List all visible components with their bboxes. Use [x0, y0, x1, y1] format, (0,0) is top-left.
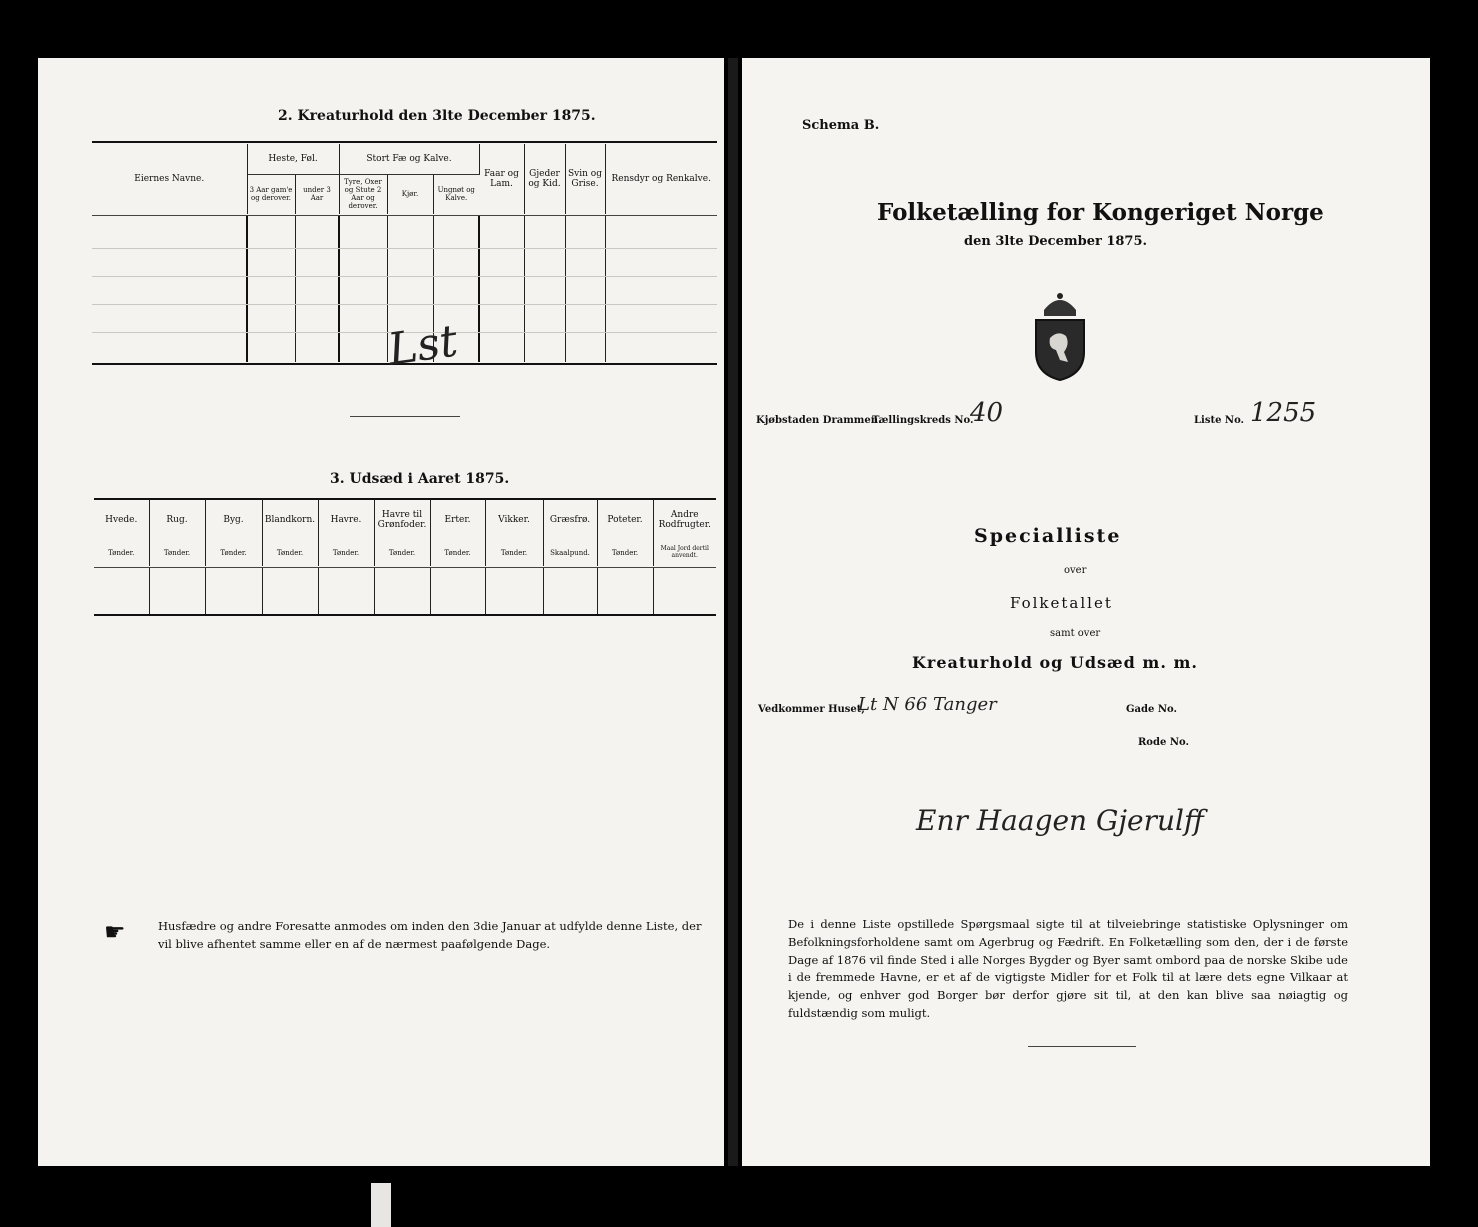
crop-other-roots: Andre Rodfrugter.: [658, 509, 711, 530]
specialliste-heading: Specialliste: [974, 525, 1122, 547]
crop-potatoes: Poteter.: [597, 500, 653, 540]
col-reindeer: Rensdyr og Renkalve.: [611, 173, 711, 184]
col-cows: Kjør.: [387, 174, 433, 214]
pointing-hand-icon: ☛: [104, 918, 126, 946]
crop-mixed-grain: Blandkorn.: [262, 500, 318, 540]
kjobstad-label: Kjøbstaden Drammen.: [756, 415, 882, 426]
col-horses: Heste, Føl.: [247, 144, 339, 174]
over-label: over: [1064, 565, 1087, 576]
section-2-title: 2. Kreaturhold den 3lte December 1875.: [278, 108, 596, 124]
gade-label: Gade No.: [1126, 704, 1177, 715]
crop-wheat: Hvede.: [94, 500, 149, 540]
unit-vetch: Tønder.: [485, 540, 543, 566]
unit-peas: Tønder.: [430, 540, 485, 566]
col-horses-old: 3 Aar gam'e og derover.: [247, 174, 295, 214]
crop-peas: Erter.: [430, 500, 485, 540]
unit-other-roots: Maal Jord dertil anvendt.: [660, 545, 709, 559]
crops-table-header: [94, 500, 716, 566]
crop-rye: Rug.: [149, 500, 205, 540]
crop-vetch: Vikker.: [485, 500, 543, 540]
kreaturhold-heading: Kreaturhold og Udsæd m. m.: [912, 653, 1198, 672]
folketallet-heading: Folketallet: [1010, 594, 1113, 612]
krets-label: Tællingskreds No.: [872, 415, 974, 426]
unit-mixed-grain: Tønder.: [262, 540, 318, 566]
schema-label: Schema B.: [802, 118, 880, 133]
crop-grass-seed: Græsfrø.: [543, 500, 597, 540]
unit-potatoes: Tønder.: [597, 540, 653, 566]
left-page: [38, 58, 724, 1166]
col-sheep: Faar og Lam.: [479, 144, 524, 214]
col-pigs: Svin og Grise.: [565, 144, 605, 214]
liste-label: Liste No.: [1194, 415, 1245, 426]
rode-label: Rode No.: [1138, 737, 1189, 748]
handwritten-mark: Lst: [384, 315, 461, 376]
unit-oats: Tønder.: [318, 540, 374, 566]
liste-value: 1255: [1250, 398, 1317, 428]
main-title: Folketælling for Kongeriget Norge: [877, 199, 1324, 226]
samt-over-label: samt over: [1050, 628, 1101, 639]
col-goats: Gjeder og Kid.: [524, 144, 565, 214]
col-owner-names: Eiernes Navne.: [92, 144, 247, 214]
crop-barley: Byg.: [205, 500, 262, 540]
info-paragraph: De i denne Liste opstillede Spørgsmaal sigte til at tilveiebringe statistiske Oplysninger om Befolkningsforholdene samt om Agerbrug og Fædrift. En Folketælling som den, der i de første Dage af 1876 vil finde Sted i alle Norges Bygder og Byer samt ombord paa de norske Skibe ude i de fremmede Havne, er et af de vigtigste Midler for et Folk til at lære dets egne Vilkaar at kjende, og enhver god Borger bør derfor gjøre sit til, at den kan blive saa nøiagtig og fuldstændig som muligt.: [788, 917, 1348, 1021]
table-3-bottom-rule: [94, 614, 716, 616]
book-spine: [728, 58, 738, 1166]
right-page: [742, 58, 1430, 1166]
vedkommer-label: Vedkommer Huset,: [758, 704, 865, 715]
crops-table-body: [94, 568, 716, 614]
section-3-title: 3. Udsæd i Aaret 1875.: [330, 471, 510, 487]
signature: Enr Haagen Gjerulff: [916, 804, 1204, 837]
unit-wheat: Tønder.: [94, 540, 149, 566]
short-rule: [350, 416, 460, 417]
col-bulls: Tyre, Oxer og Stute 2 Aar og derover.: [339, 174, 387, 214]
unit-green-oats: Tønder.: [374, 540, 430, 566]
col-cattle: Stort Fæ og Kalve.: [339, 144, 479, 174]
closing-rule: [1028, 1046, 1136, 1047]
coat-of-arms-icon: [1030, 290, 1090, 382]
unit-barley: Tønder.: [205, 540, 262, 566]
table-2-top-rule: [92, 141, 717, 143]
col-young-cattle: Ungnøt og Kalve.: [437, 186, 475, 203]
notice-text: Husfædre og andre Foresatte anmodes om inden den 3die Januar at udfylde denne Liste, der vil blive afhentet samme eller en af de nærmest paafølgende Dage.: [158, 919, 702, 951]
page-tab: [371, 1183, 391, 1227]
census-date: den 3lte December 1875.: [964, 234, 1148, 249]
crop-green-oats: Havre til Grønfoder.: [374, 500, 430, 540]
unit-grass-seed: Skaalpund.: [543, 540, 597, 566]
col-horses-young: under 3 Aar: [295, 174, 339, 214]
crop-oats: Havre.: [318, 500, 374, 540]
vedkommer-value: Lt N 66 Tanger: [858, 694, 997, 715]
unit-rye: Tønder.: [149, 540, 205, 566]
krets-value: 40: [970, 398, 1004, 428]
livestock-table-header: [92, 144, 717, 214]
